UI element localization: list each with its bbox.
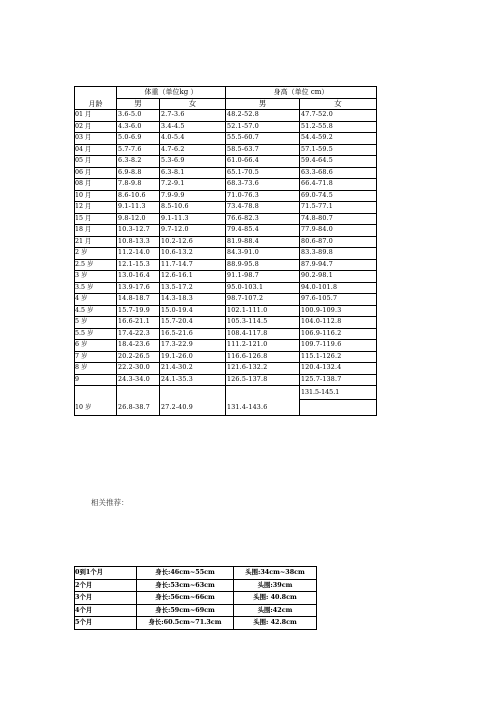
table-row [75,248,377,260]
height-female-top-value: 131.5-145.1 [300,386,376,400]
weight-female-cell: 2.7-3.6 [160,110,226,122]
weight-male-cell: 12.1-15.3 [117,259,160,271]
weight-female-cell: 11.7-14.7 [160,259,226,271]
height-male-cell: 98.7-107.2 [226,294,300,306]
age-cell: 10 岁 [75,386,117,416]
height-female-cell: 90.2-98.1 [300,271,377,283]
age-cell: 15 月 [75,213,117,225]
weight-male-cell: 10.8-13.3 [117,236,160,248]
height-female-cell: 74.8-80.7 [300,213,377,225]
weight-female-cell: 5.3-6.9 [160,156,226,168]
height-female-cell: 66.4-71.8 [300,179,377,191]
weight-female-cell: 15.0-19.4 [160,305,226,317]
height-male-cell: 105.3-114.5 [226,317,300,329]
infant-age-cell: 0到1个月 [75,567,137,580]
age-cell: 3.5 岁 [75,282,117,294]
height-female-cell: 104.0-112.8 [300,317,377,329]
height-female-cell: 69.0-74.5 [300,190,377,202]
table-row [75,317,377,329]
header-row-gender [75,98,377,110]
age-cell: 2.5 岁 [75,259,117,271]
infant-measurement-table [74,566,317,630]
table-row [75,156,377,168]
weight-female-cell: 3.4-4.5 [160,121,226,133]
weight-female-cell: 4.7-6.2 [160,144,226,156]
weight-female-cell: 13.5-17.2 [160,282,226,294]
related-recommendations-label: 相关推荐： [91,498,129,507]
infant-head-cell: 头围:34cm~38cm [234,567,317,580]
weight-header: 体重（单位kg ） [117,87,226,99]
age-cell: 05 月 [75,156,117,168]
height-male-cell: 65.1-70.5 [226,167,300,179]
table-row [75,374,377,386]
height-female-cell: 77.9-84.0 [300,225,377,237]
height-male-cell: 76.6-82.3 [226,213,300,225]
table-row [75,271,377,283]
weight-male-cell: 13.9-17.6 [117,282,160,294]
age-cell: 02 月 [75,121,117,133]
infant-head-cell: 头围: 40.8cm [234,592,317,605]
weight-male-cell: 5.0-6.9 [117,133,160,145]
age-cell: 8 岁 [75,363,117,375]
infant-age-cell: 2个月 [75,579,137,592]
height-female-cell: 100.9-109.3 [300,305,377,317]
table-row [75,144,377,156]
height-female-cell: 54.4-59.2 [300,133,377,145]
table-row [75,363,377,375]
height-male-cell: 121.6-132.2 [226,363,300,375]
table-row [75,133,377,145]
height-male-cell: 84.3-91.0 [226,248,300,260]
weight-female-cell: 10.6-13.2 [160,248,226,260]
infant-age-cell: 4个月 [75,604,137,617]
height-male-cell: 108.4-117.8 [226,328,300,340]
weight-female-cell: 6.3-8.1 [160,167,226,179]
height-male-cell: 91.1-98.7 [226,271,300,283]
height-female-cell: 115.1-126.2 [300,351,377,363]
age-cell: 03 月 [75,133,117,145]
age-cell: 10 月 [75,190,117,202]
weight-male-cell: 7.8-9.8 [117,179,160,191]
height-male-cell: 71.0-76.3 [226,190,300,202]
infant-row [75,579,317,592]
age-cell: 18 月 [75,225,117,237]
age-cell: 12 月 [75,202,117,214]
growth-standard-table [74,86,377,416]
table-row-last [75,386,377,416]
weight-male-cell: 8.6-10.6 [117,190,160,202]
weight-male-cell: 11.2-14.0 [117,248,160,260]
table-row [75,179,377,191]
growth-table-body [75,110,377,386]
table-row [75,213,377,225]
infant-row [75,592,317,605]
infant-head-cell: 头围:39cm [234,579,317,592]
weight-male-cell: 18.4-23.6 [117,340,160,352]
weight-female-cell: 14.3-18.3 [160,294,226,306]
height-male-cell: 68.3-73.6 [226,179,300,191]
age-cell: 5.5 岁 [75,328,117,340]
weight-female-cell: 4.0-5.4 [160,133,226,145]
weight-female-cell: 9.7-12.0 [160,225,226,237]
weight-female-cell: 9.1-11.3 [160,213,226,225]
age-cell: 4 岁 [75,294,117,306]
weight-male-cell: 14.8-18.7 [117,294,160,306]
weight-male-cell: 9.1-11.3 [117,202,160,214]
age-cell: 06 月 [75,167,117,179]
weight-male-cell: 26.8-38.7 [117,386,160,416]
height-female-cell: 94.0-101.8 [300,282,377,294]
infant-table-body [75,567,317,630]
table-row [75,328,377,340]
infant-age-cell: 5个月 [75,617,137,630]
height-female-cell: 109.7-119.6 [300,340,377,352]
table-row [75,110,377,122]
age-cell: 01 月 [75,110,117,122]
infant-age-cell: 3个月 [75,592,137,605]
table-row [75,259,377,271]
height-male-cell: 79.4-85.4 [226,225,300,237]
table-row [75,167,377,179]
weight-female-cell: 24.1-35.3 [160,374,226,386]
infant-length-cell: 身长:56cm~66cm [137,592,234,605]
height-header: 身高（单位 cm） [226,87,377,99]
height-female-bottom-value [300,400,376,413]
header-row-top [75,87,377,99]
height-female-cell: 57.1-59.5 [300,144,377,156]
height-male-cell: 126.5-137.8 [226,374,300,386]
height-female-cell: 87.9-94.7 [300,259,377,271]
height-female-header: 女 [300,98,377,110]
table-row [75,294,377,306]
height-male-cell: 52.1-57.0 [226,121,300,133]
height-female-cell: 106.9-116.2 [300,328,377,340]
weight-female-cell: 17.3-22.9 [160,340,226,352]
infant-length-cell: 身长:53cm~63cm [137,579,234,592]
weight-female-cell: 15.7-20.4 [160,317,226,329]
height-male-cell: 61.0-66.4 [226,156,300,168]
age-cell: 6 岁 [75,340,117,352]
weight-male-cell: 3.6-5.0 [117,110,160,122]
table-row [75,282,377,294]
table-row [75,305,377,317]
height-male-cell: 73.4-78.8 [226,202,300,214]
infant-row [75,604,317,617]
height-female-cell: 47.7-52.0 [300,110,377,122]
weight-female-cell: 19.1-26.0 [160,351,226,363]
infant-length-cell: 身长:46cm~55cm [137,567,234,580]
weight-male-cell: 20.2-26.5 [117,351,160,363]
weight-female-cell: 8.5-10.6 [160,202,226,214]
weight-male-cell: 22.2-30.0 [117,363,160,375]
height-male-cell: 116.6-126.8 [226,351,300,363]
weight-male-header: 男 [117,98,160,110]
age-cell: 9 [75,374,117,386]
infant-length-cell: 身长:59cm~69cm [137,604,234,617]
weight-male-cell: 17.4-22.3 [117,328,160,340]
infant-row [75,567,317,580]
weight-female-cell: 27.2-40.9 [160,386,226,416]
weight-male-cell: 6.3-8.2 [117,156,160,168]
height-female-cell [300,386,377,416]
infant-row [75,617,317,630]
weight-female-header: 女 [160,98,226,110]
height-female-cell: 83.3-89.8 [300,248,377,260]
weight-male-cell: 13.0-16.4 [117,271,160,283]
weight-female-cell: 21.4-30.2 [160,363,226,375]
age-cell: 2 岁 [75,248,117,260]
height-male-cell: 95.0-103.1 [226,282,300,294]
weight-male-cell: 24.3-34.0 [117,374,160,386]
height-male-cell: 111.2-121.0 [226,340,300,352]
weight-male-cell: 15.7-19.9 [117,305,160,317]
height-female-cell: 63.3-68.6 [300,167,377,179]
age-cell: 4.5 岁 [75,305,117,317]
height-female-cell: 71.5-77.1 [300,202,377,214]
weight-female-cell: 7.9-9.9 [160,190,226,202]
table-row [75,236,377,248]
height-male-cell: 88.9-95.8 [226,259,300,271]
table-row [75,190,377,202]
height-male-cell: 58.5-63.7 [226,144,300,156]
table-row [75,340,377,352]
height-male-cell: 102.1-111.0 [226,305,300,317]
table-row [75,351,377,363]
height-female-cell: 97.6-105.7 [300,294,377,306]
weight-female-cell: 12.6-16.1 [160,271,226,283]
weight-male-cell: 4.3-6.0 [117,121,160,133]
weight-male-cell: 5.7-7.6 [117,144,160,156]
age-cell: 3 岁 [75,271,117,283]
table-row [75,202,377,214]
weight-male-cell: 10.3-12.7 [117,225,160,237]
table-row [75,225,377,237]
table-row [75,121,377,133]
height-female-cell: 51.2-55.8 [300,121,377,133]
height-female-cell: 80.6-87.0 [300,236,377,248]
height-male-header: 男 [226,98,300,110]
age-cell: 08 月 [75,179,117,191]
height-female-cell: 125.7-138.7 [300,374,377,386]
infant-head-cell: 头围: 42.8cm [234,617,317,630]
weight-female-cell: 16.5-21.6 [160,328,226,340]
age-header: 月龄 [75,87,117,110]
height-male-cell: 131.4-143.6 [226,386,300,416]
weight-female-cell: 10.2-12.6 [160,236,226,248]
weight-female-cell: 7.2-9.1 [160,179,226,191]
weight-male-cell: 16.6-21.1 [117,317,160,329]
height-female-cell: 59.4-64.5 [300,156,377,168]
height-male-cell: 48.2-52.8 [226,110,300,122]
height-male-cell: 55.5-60.7 [226,133,300,145]
age-cell: 7 岁 [75,351,117,363]
age-cell: 04 月 [75,144,117,156]
age-cell: 21 月 [75,236,117,248]
weight-male-cell: 9.8-12.0 [117,213,160,225]
height-female-cell: 120.4-132.4 [300,363,377,375]
weight-male-cell: 6.9-8.8 [117,167,160,179]
age-cell: 5 岁 [75,317,117,329]
infant-head-cell: 头围:42cm [234,604,317,617]
infant-length-cell: 身长:60.5cm~71.3cm [137,617,234,630]
height-male-cell: 81.9-88.4 [226,236,300,248]
